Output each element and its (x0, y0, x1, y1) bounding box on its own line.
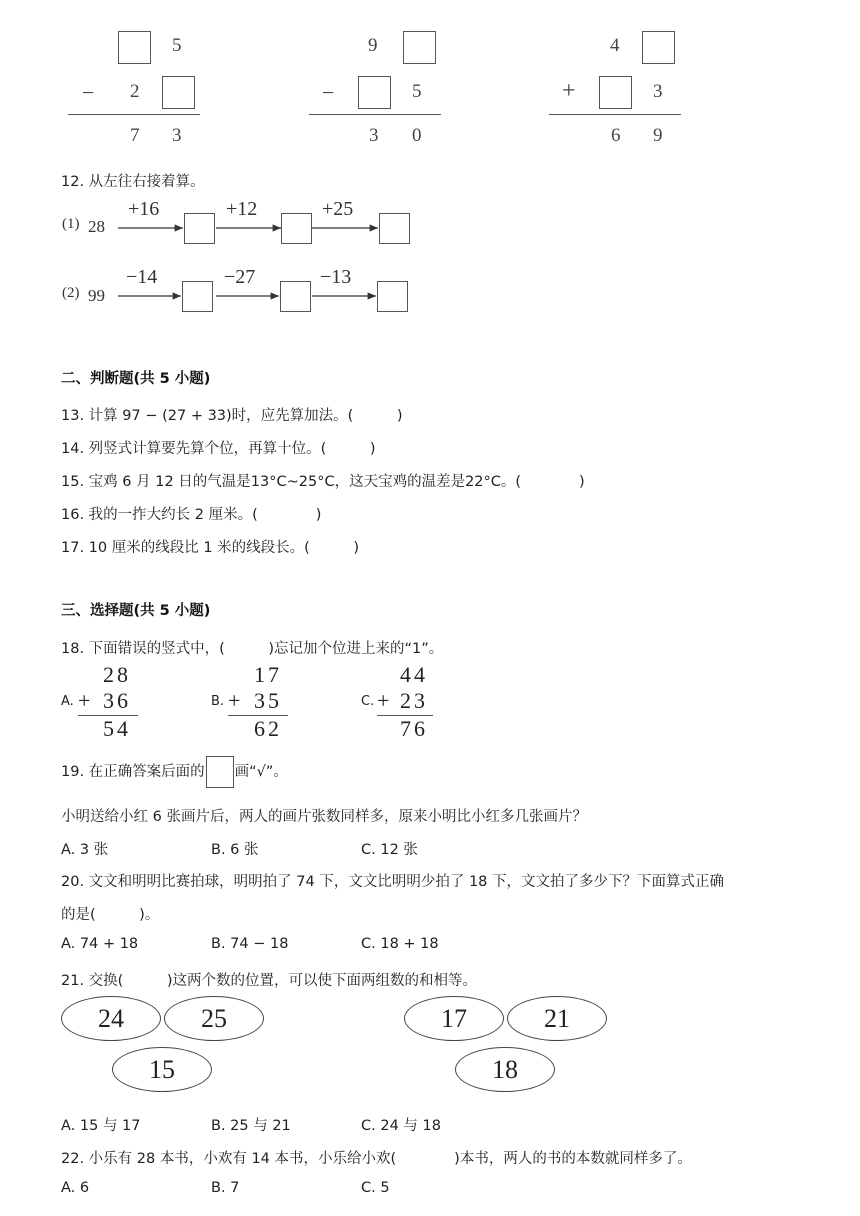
number-oval: 24 (61, 996, 161, 1041)
option-label: A. (61, 694, 74, 709)
option-label: C. (361, 694, 375, 709)
result-digit: 9 (653, 125, 663, 146)
step-label: −13 (320, 266, 352, 288)
option-c[interactable]: C. 5 (361, 1180, 390, 1196)
step-label: −14 (126, 266, 158, 288)
number-oval: 18 (455, 1047, 555, 1092)
digit: 4 (610, 35, 620, 56)
option-a[interactable]: A. 6 (61, 1180, 90, 1196)
question-18: 18. 下面错误的竖式中，( )忘记加个位进上来的“1”。 (61, 641, 444, 657)
question-19-prompt: 小明送给小红 6 张画片后，两人的画片张数同样多，原来小明比小红多几张画片？ (61, 809, 587, 825)
operator: − (322, 80, 335, 105)
operator: − (82, 80, 95, 105)
option-b[interactable]: B. 7 (211, 1180, 240, 1196)
answer-box[interactable] (280, 281, 311, 312)
sum: 54 (103, 716, 131, 741)
digit: 9 (368, 35, 378, 56)
row-label: (1) (62, 216, 80, 232)
section-heading: 二、判断题(共 5 小题) (61, 371, 211, 387)
addend-top: 44 (400, 662, 428, 687)
digit: 5 (172, 35, 182, 56)
option-a[interactable]: A. 15 与 17 (61, 1118, 141, 1134)
sum: 76 (400, 716, 428, 741)
step-label: −27 (224, 266, 256, 288)
number-oval: 25 (164, 996, 264, 1041)
option-c[interactable]: C. 12 张 (361, 842, 418, 858)
question-15: 15. 宝鸡 6 月 12 日的气温是13°C~25°C，这天宝鸡的温差是22°C。( ) (61, 474, 585, 490)
addend-top: 17 (254, 662, 282, 687)
option-c[interactable]: C. 24 与 18 (361, 1118, 441, 1134)
result-digit: 3 (172, 125, 182, 146)
option-c[interactable]: C. 18 + 18 (361, 936, 439, 952)
question-21: 21. 交换( )这两个数的位置，可以使下面两组数的和相等。 (61, 973, 477, 989)
step-label: +16 (128, 198, 160, 220)
question-17: 17. 10 厘米的线段比 1 米的线段长。( ) (61, 540, 359, 556)
section-heading: 三、选择题(共 5 小题) (61, 603, 211, 619)
q12-title: 12. 从左往右接着算。 (61, 174, 205, 190)
start-number: 28 (88, 217, 105, 236)
number-oval: 21 (507, 996, 607, 1041)
plus-sign: + (78, 688, 94, 713)
question-19 (61, 756, 288, 788)
sum: 62 (254, 716, 282, 741)
addend-bottom: 23 (400, 688, 428, 713)
row-label: (2) (62, 285, 80, 301)
result-digit: 0 (412, 125, 422, 146)
answer-box[interactable] (206, 756, 234, 788)
number-oval: 17 (404, 996, 504, 1041)
digit: 5 (412, 81, 422, 102)
option-a[interactable]: A. 74 + 18 (61, 936, 139, 952)
addend-bottom: 36 (103, 688, 131, 713)
question-16: 16. 我的一拃大约长 2 厘米。( ) (61, 507, 322, 523)
addend-top: 28 (103, 662, 131, 687)
question-22: 22. 小乐有 28 本书，小欢有 14 本书，小乐给小欢( )本书，两人的书的本数就同样多了。 (61, 1151, 692, 1167)
question-13: 13. 计算 97 − (27 + 33)时，应先算加法。( ) (61, 408, 403, 424)
plus-sign: + (228, 688, 244, 713)
option-b[interactable]: B. 6 张 (211, 842, 259, 858)
digit: 3 (653, 81, 663, 102)
option-b[interactable]: B. 74 − 18 (211, 936, 289, 952)
answer-box[interactable] (377, 281, 408, 312)
plus-sign: + (377, 688, 393, 713)
step-label: +25 (322, 198, 354, 220)
option-a[interactable]: A. 3 张 (61, 842, 109, 858)
number-oval: 15 (112, 1047, 212, 1092)
question-20: 20. 文文和明明比赛拍球，明明拍了 74 下，文文比明明少拍了 18 下，文文拍了多少下？下面算式正确 (61, 874, 725, 890)
option-b[interactable]: B. 25 与 21 (211, 1118, 291, 1134)
result-digit: 7 (130, 125, 140, 146)
digit: 2 (130, 81, 140, 102)
result-digit: 3 (369, 125, 379, 146)
addend-bottom: 35 (254, 688, 282, 713)
option-label: B. (211, 694, 225, 709)
operator: + (562, 78, 576, 104)
start-number: 99 (88, 286, 105, 305)
question-19-text: 19. 在正确答案后面的 (61, 764, 205, 780)
question-19-text-end: 画“√”。 (234, 764, 288, 780)
question-20-cont: 的是( )。 (61, 907, 160, 923)
answer-box[interactable] (182, 281, 213, 312)
question-14: 14. 列竖式计算要先算个位，再算十位。( ) (61, 441, 376, 457)
result-digit: 6 (611, 125, 621, 146)
step-label: +12 (226, 198, 258, 220)
